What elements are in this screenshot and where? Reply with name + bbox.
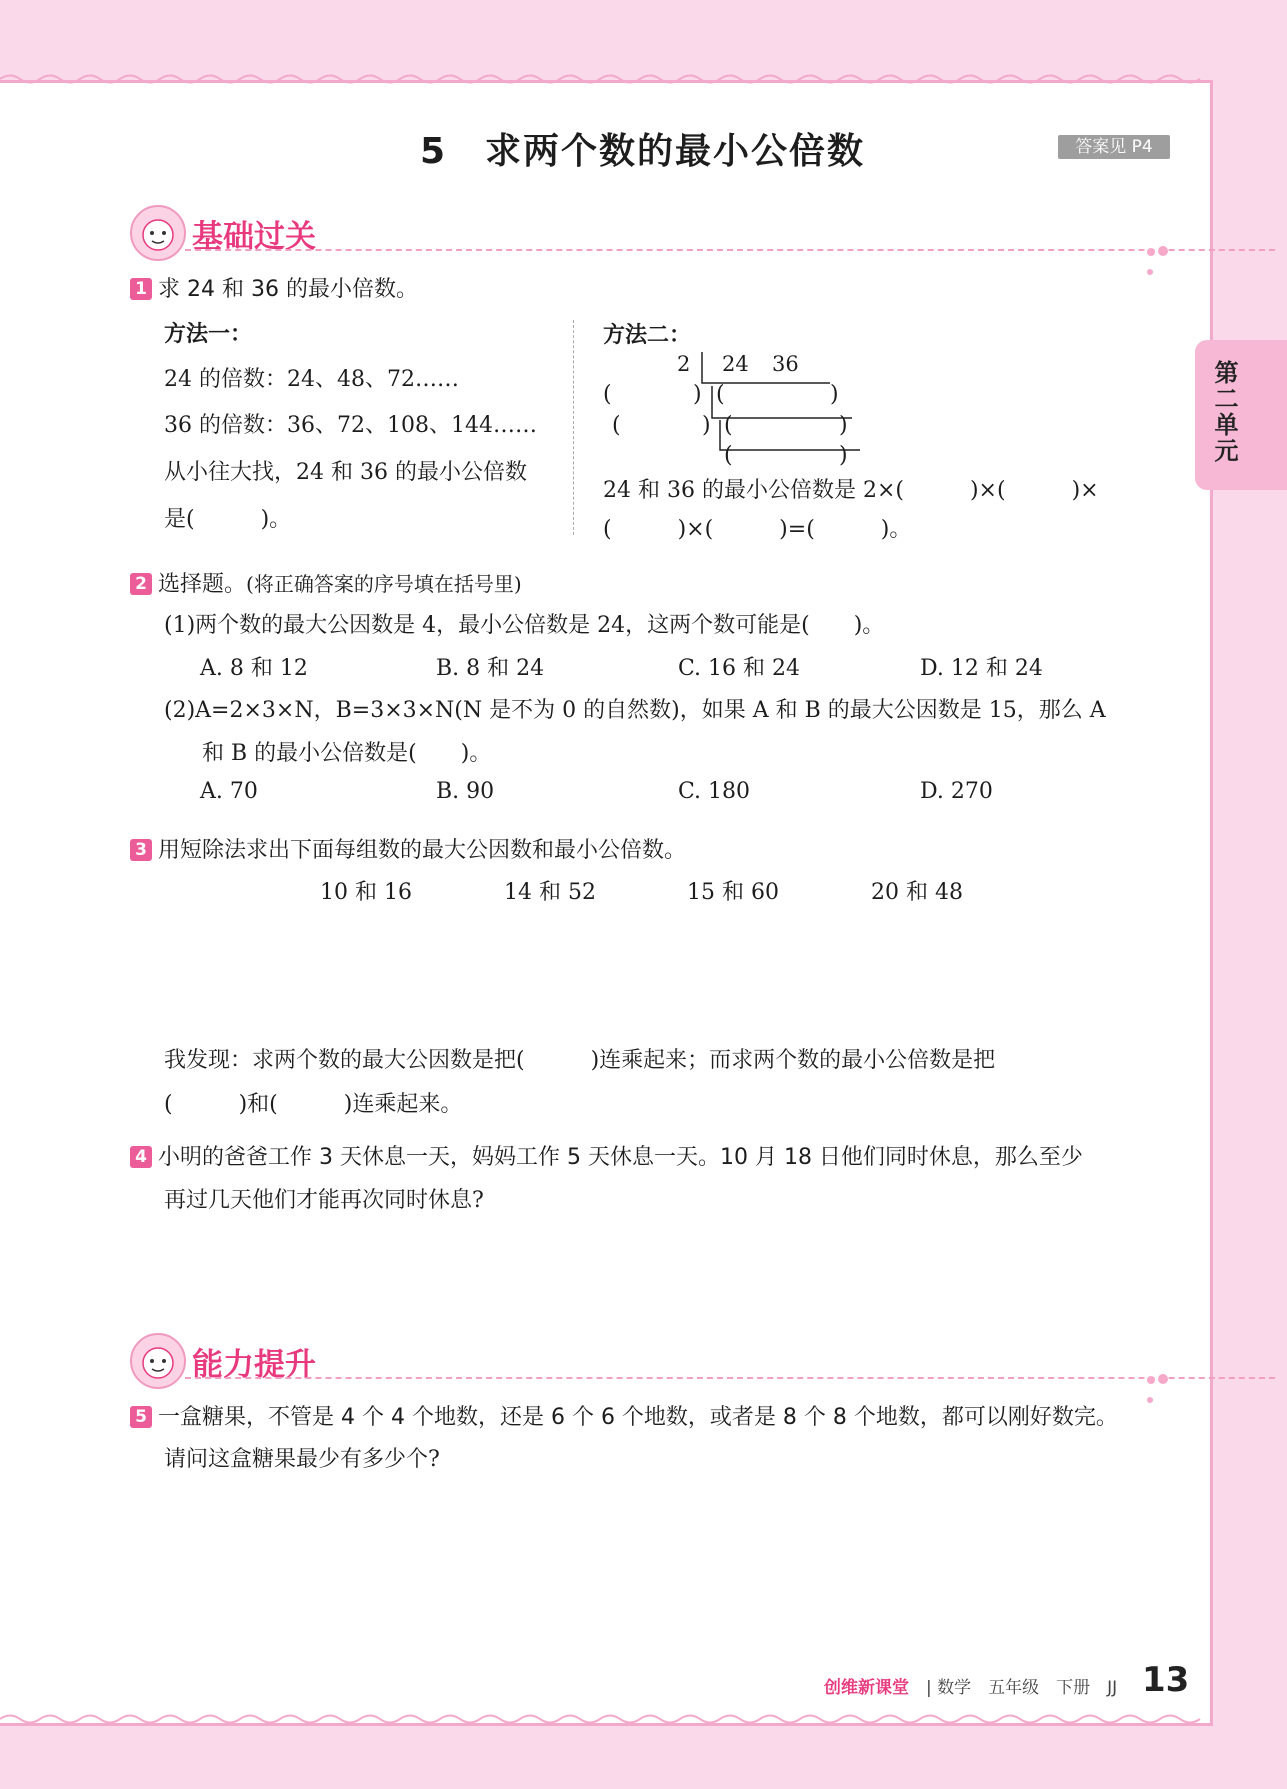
question-number-badge: 5 [130, 1406, 152, 1428]
number-pair: 20 和 48 [871, 880, 963, 905]
footer-brand: 创维新课堂 [824, 1678, 909, 1698]
question-number-badge: 1 [130, 278, 152, 300]
question-text: 小明的爸爸工作 3 天休息一天，妈妈工作 5 天休息一天。10 月 18 日他们同时休息，那么至少 [158, 1145, 1083, 1170]
question-2-sub-1: (1)两个数的最大公因数是 4，最小公倍数是 24，这两个数可能是( )。 [164, 613, 885, 638]
question-1-prompt [130, 272, 418, 303]
question-text-cont: 再过几天他们才能再次同时休息? [164, 1188, 484, 1213]
short-division-divisor: 2 [677, 352, 691, 376]
blank-paren-close: ) [702, 413, 711, 438]
method-1-answer-blank[interactable]: 是( )。 [164, 507, 292, 532]
option-c[interactable]: C. 16 和 24 [678, 656, 801, 681]
method-1-label: 方法一： [164, 322, 253, 347]
blank-paren-open[interactable]: ( [603, 382, 612, 407]
blank-paren-open[interactable]: ( [716, 382, 725, 407]
option-d[interactable]: D. 270 [920, 779, 993, 804]
question-text-cont: 请问这盒糖果最少有多少个? [164, 1447, 440, 1472]
answer-reference-badge: 答案见 P4 [1058, 135, 1170, 159]
number-pair: 10 和 16 [320, 880, 412, 905]
short-division-number: 36 [772, 352, 799, 376]
method-2-label: 方法二： [603, 323, 692, 348]
blank-paren-close: ) [839, 443, 848, 468]
question-2-prompt [130, 567, 522, 598]
discovery-line[interactable]: ( )和( )连乘起来。 [164, 1092, 463, 1117]
section-header-advanced [130, 1333, 1175, 1383]
dots-decoration [1144, 1369, 1175, 1407]
option-c[interactable]: C. 180 [678, 779, 751, 804]
bottom-wave-border [0, 1712, 1215, 1726]
question-2-sub-2-cont: 和 B 的最小公倍数是( )。 [202, 741, 492, 766]
question-2-sub-2: (2)A=2×3×N，B=3×3×N(N 是不为 0 的自然数)，如果 A 和 B 的最大公因数是 15，那么 A [164, 698, 1106, 723]
blank-paren-close: ) [839, 413, 848, 438]
blank-paren-open[interactable]: ( [724, 443, 733, 468]
option-d[interactable]: D. 12 和 24 [920, 656, 1043, 681]
question-text: 求 24 和 36 的最小倍数。 [158, 277, 418, 302]
question-3-prompt [130, 833, 686, 864]
answer-work-area[interactable] [164, 1480, 1174, 1640]
question-number-badge: 3 [130, 839, 152, 861]
question-5-prompt [130, 1400, 1118, 1431]
question-text: 用短除法求出下面每组数的最大公因数和最小公倍数。 [158, 838, 687, 863]
section-title: 基础过关 [192, 219, 316, 255]
footer-subject-info: | 数学 五年级 下册 JJ [926, 1678, 1118, 1698]
method-2-result-line[interactable]: ( )×( )=( )。 [603, 517, 912, 542]
question-hint: (将正确答案的序号填在括号里) [246, 572, 522, 596]
unit-side-tab[interactable] [1195, 340, 1287, 490]
top-wave-border [0, 72, 1215, 86]
dots-decoration [1144, 241, 1175, 279]
page-number: 13 [1142, 1660, 1190, 1700]
question-text: 选择题。 [158, 572, 247, 597]
option-b[interactable]: B. 8 和 24 [436, 656, 545, 681]
question-text: 一盒糖果，不管是 4 个 4 个地数，还是 6 个 6 个地数，或者是 8 个 8 个地数，都可以刚好数完。 [158, 1405, 1118, 1430]
discovery-line[interactable]: 我发现：求两个数的最大公因数是把( )连乘起来；而求两个数的最小公倍数是把 [164, 1048, 996, 1073]
short-division-number: 24 [722, 352, 749, 376]
number-pair: 15 和 60 [687, 880, 779, 905]
unit-side-tab-label: 第二单元 [1210, 360, 1238, 464]
option-a[interactable]: A. 70 [200, 779, 258, 804]
blank-paren-open[interactable]: ( [612, 413, 621, 438]
section-divider [185, 249, 1275, 251]
question-4-prompt [130, 1140, 1083, 1171]
section-title: 能力提升 [192, 1347, 316, 1383]
question-number-badge: 2 [130, 573, 152, 595]
blank-paren-open[interactable]: ( [724, 413, 733, 438]
option-b[interactable]: B. 90 [436, 779, 495, 804]
page-title: 5 求两个数的最小公倍数 [420, 131, 866, 172]
method-1-line: 从小往大找，24 和 36 的最小公倍数 [164, 460, 527, 485]
method-divider [573, 320, 574, 535]
section-divider [185, 1377, 1275, 1379]
answer-work-area[interactable] [164, 915, 1174, 1025]
section-header-basics [130, 205, 1175, 255]
monkey-mascot-icon [130, 1333, 186, 1389]
blank-paren-close: ) [830, 382, 839, 407]
method-1-line: 24 的倍数：24、48、72…… [164, 367, 459, 392]
answer-work-area[interactable] [164, 1220, 1174, 1320]
option-a[interactable]: A. 8 和 12 [200, 656, 308, 681]
method-1-line: 36 的倍数：36、72、108、144…… [164, 413, 537, 438]
number-pair: 14 和 52 [504, 880, 596, 905]
method-2-result-line[interactable]: 24 和 36 的最小公倍数是 2×( )×( )× [603, 478, 1099, 503]
blank-paren-close: ) [693, 382, 702, 407]
question-number-badge: 4 [130, 1146, 152, 1168]
monkey-mascot-icon [130, 205, 186, 261]
